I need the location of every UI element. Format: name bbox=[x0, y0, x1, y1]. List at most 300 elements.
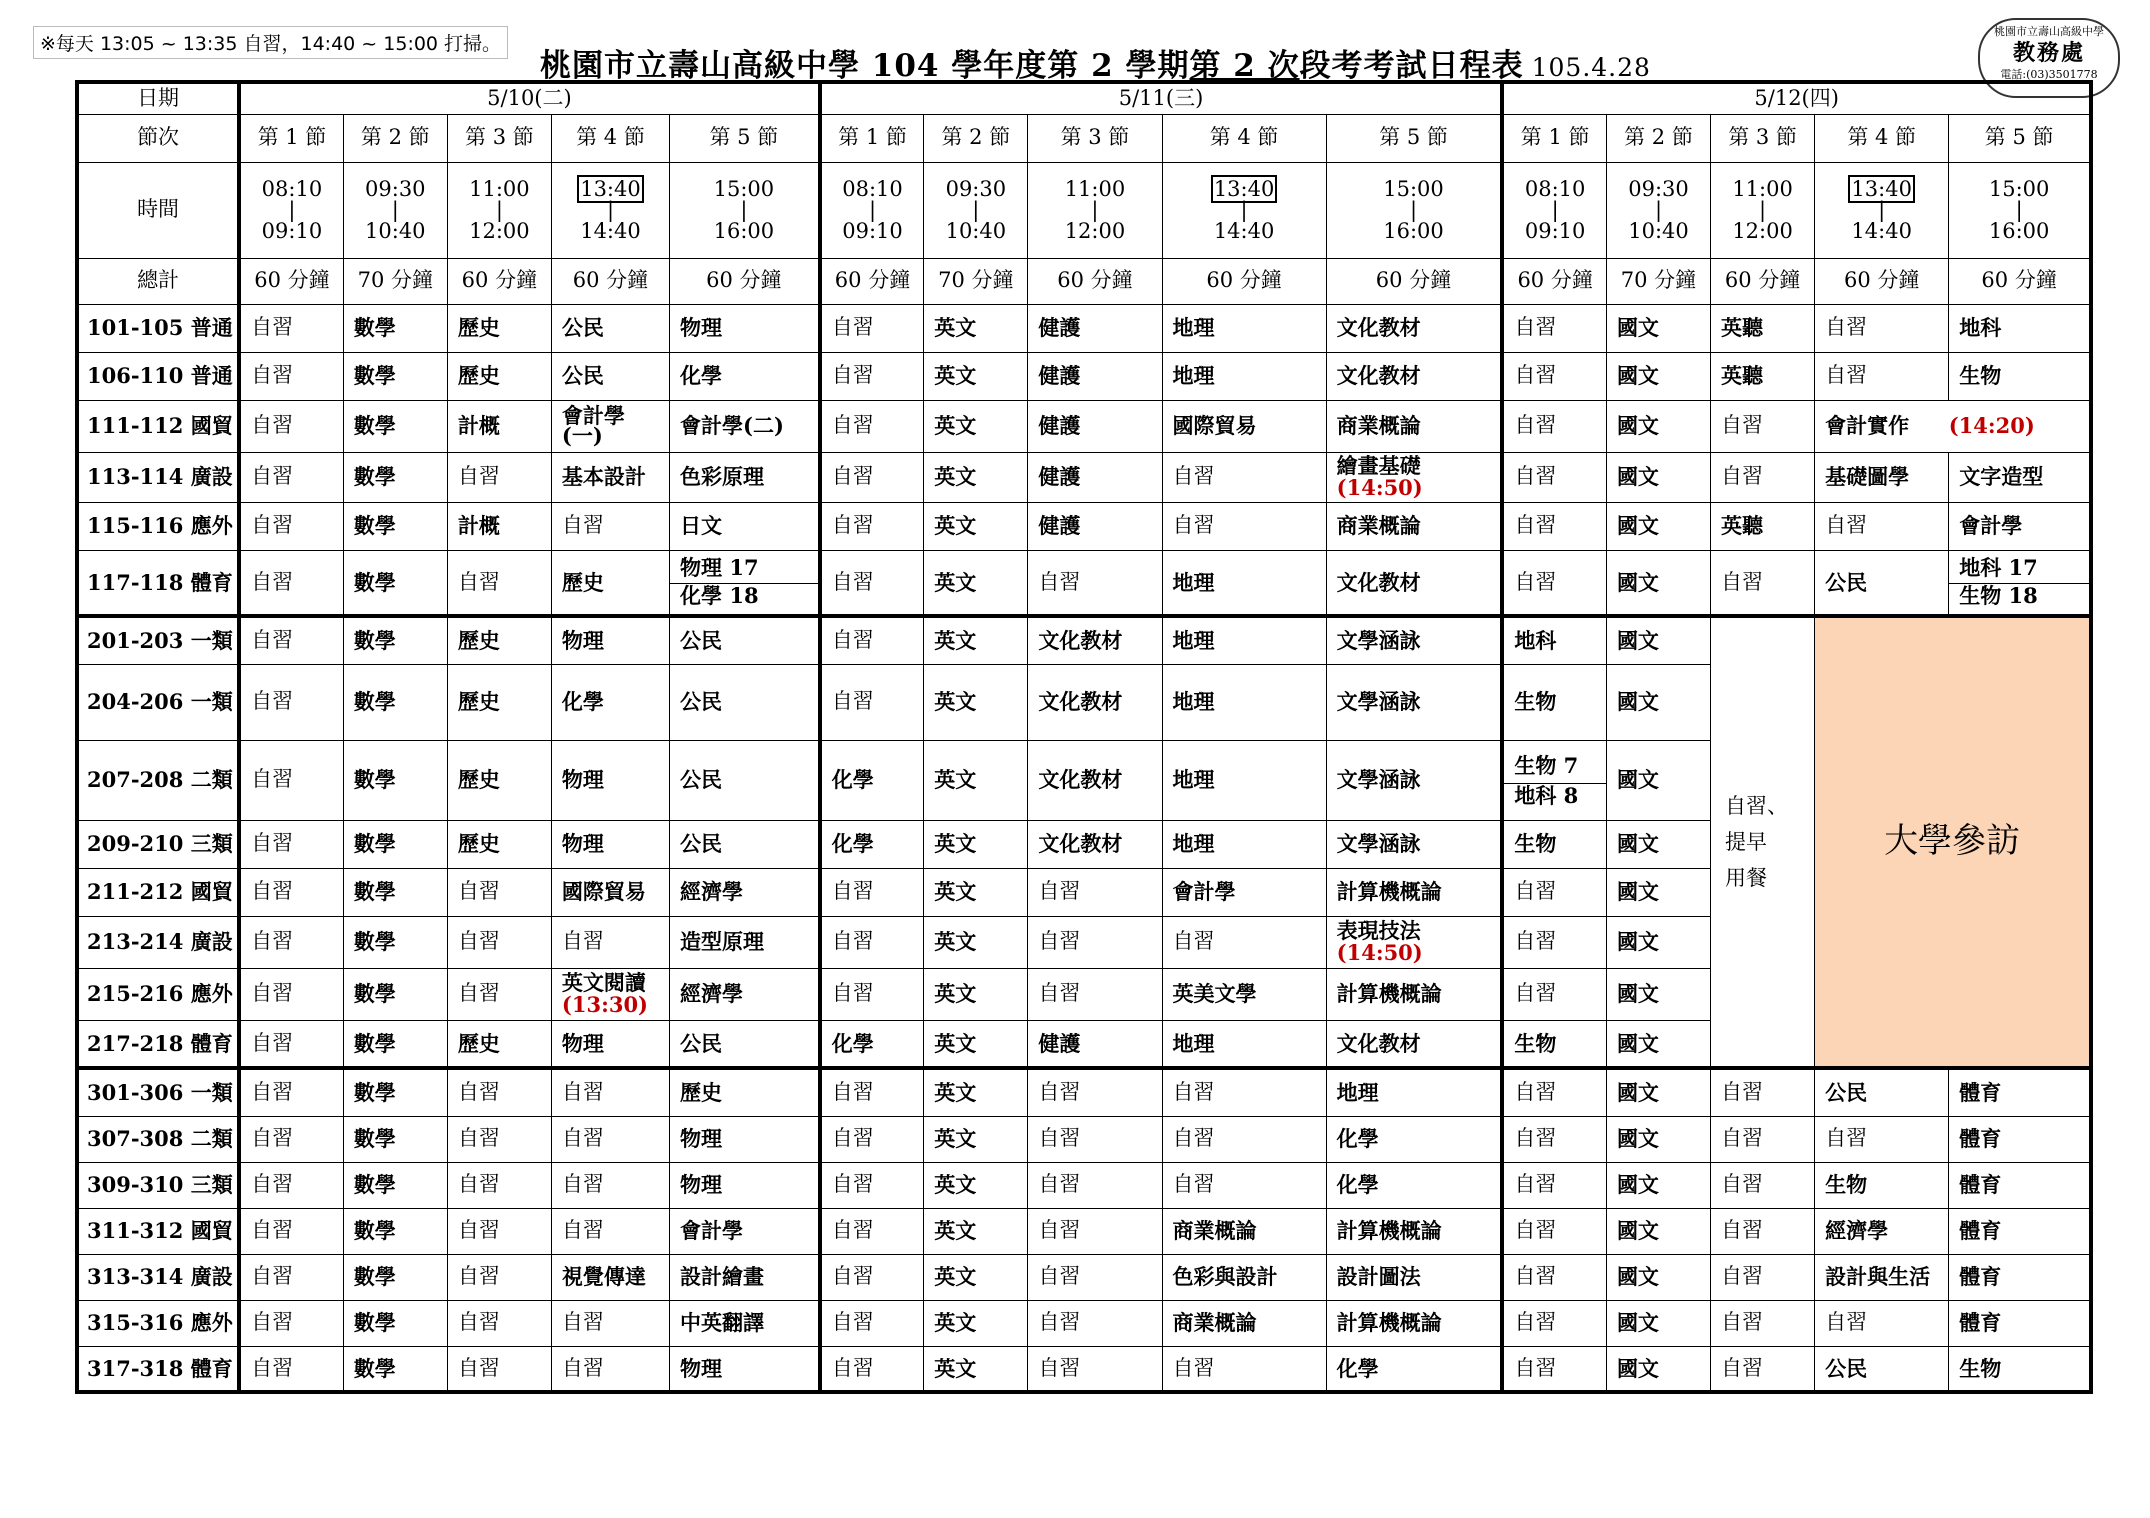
subject-text: 自習 bbox=[1172, 513, 1215, 538]
subject-cell bbox=[1949, 304, 2091, 352]
subject-cell bbox=[1162, 916, 1326, 968]
subject-cell bbox=[1949, 1254, 2091, 1300]
subject-text: 自習 bbox=[831, 1264, 874, 1289]
subject-text: 自習 bbox=[1514, 363, 1557, 388]
subject-text: 健護 bbox=[1038, 363, 1081, 389]
subject-cell bbox=[239, 1300, 343, 1346]
subject-text: 自習 bbox=[831, 1355, 874, 1380]
subject-text: 自習 bbox=[1038, 1126, 1081, 1151]
subject-cell bbox=[1028, 550, 1162, 616]
subject-cell bbox=[1326, 664, 1502, 740]
subject-cell bbox=[551, 740, 669, 820]
subject-cell bbox=[820, 740, 924, 820]
time-start-boxed: 13:40 bbox=[1211, 175, 1278, 203]
subject-text: 自習 bbox=[1721, 1172, 1764, 1197]
subject-cell bbox=[239, 550, 343, 616]
class-label: 204-206 一類 bbox=[77, 664, 239, 740]
subject-cell bbox=[1606, 1068, 1710, 1116]
subject-cell bbox=[447, 550, 551, 616]
subject-cell bbox=[1162, 868, 1326, 916]
subject-text: 自習 bbox=[561, 1080, 604, 1105]
subject-text: 自習 bbox=[561, 929, 604, 954]
time-start: 09:30 bbox=[365, 177, 426, 201]
subject-cell bbox=[924, 868, 1028, 916]
total-cell: 70 分鐘 bbox=[343, 258, 447, 304]
subject-cell bbox=[924, 1300, 1028, 1346]
time-start: 09:30 bbox=[945, 177, 1007, 201]
subject-cell bbox=[1162, 740, 1326, 820]
subject-cell bbox=[447, 664, 551, 740]
time-end: 09:10 bbox=[842, 219, 903, 243]
subject-text: 自習 bbox=[1514, 513, 1557, 538]
subject-cell bbox=[447, 868, 551, 916]
subject-text: 色彩原理 bbox=[680, 464, 765, 490]
period-header: 第 4 節 bbox=[1162, 114, 1326, 162]
subject-text: 自習 bbox=[561, 1355, 604, 1380]
subject-text: 自習 bbox=[561, 1126, 604, 1151]
subject-cell bbox=[1162, 1300, 1326, 1346]
exam-schedule-table bbox=[75, 80, 2093, 1394]
subject-text: 設計圖法 bbox=[1336, 1264, 1421, 1290]
subject-text: 中英翻譯 bbox=[680, 1310, 765, 1336]
subject-cell bbox=[1162, 968, 1326, 1020]
subject-text: 自習 bbox=[1514, 1264, 1557, 1289]
time-start: 08:10 bbox=[842, 177, 903, 201]
subject-cell bbox=[1326, 452, 1502, 502]
subject-cell bbox=[1606, 968, 1710, 1020]
subject-cell bbox=[1949, 1162, 2091, 1208]
subject-cell bbox=[1606, 820, 1710, 868]
subject-text: 公民 bbox=[680, 689, 723, 715]
subject-text: 歷史 bbox=[457, 1030, 500, 1056]
time-end: 12:00 bbox=[469, 219, 530, 243]
table-row bbox=[77, 400, 2091, 452]
subject-text: 英文 bbox=[934, 689, 977, 715]
subject-text: 數學 bbox=[353, 413, 396, 439]
subject-text: 英文 bbox=[934, 628, 977, 654]
subject-cell bbox=[1711, 304, 1815, 352]
time-cell bbox=[670, 162, 820, 258]
subject-text: 數學 bbox=[353, 689, 396, 715]
subject-cell bbox=[1815, 1162, 1949, 1208]
subject-cell bbox=[1815, 1116, 1949, 1162]
subject-cell bbox=[820, 968, 924, 1020]
subject-text: 自習 bbox=[457, 1264, 500, 1289]
subject-cell bbox=[1606, 868, 1710, 916]
subject-cell bbox=[239, 1208, 343, 1254]
subject-text: 英文 bbox=[934, 363, 977, 389]
subject-cell bbox=[1162, 1116, 1326, 1162]
subject-cell bbox=[1502, 1068, 1606, 1116]
subject-text: 自習 bbox=[457, 1355, 500, 1380]
table-row bbox=[77, 502, 2091, 550]
subject-text: 公民 bbox=[680, 831, 723, 857]
subject-text: 地理 bbox=[1172, 628, 1215, 654]
subject-text: 自習 bbox=[251, 464, 294, 489]
subject-text: 自習 bbox=[1172, 1172, 1215, 1197]
time-sep: | bbox=[740, 198, 748, 222]
subject-text: 國文 bbox=[1616, 1355, 1659, 1381]
subject-text: 物理 bbox=[561, 831, 604, 857]
subject-text: 自習 bbox=[1825, 513, 1868, 538]
subject-text: 體育 bbox=[1959, 1172, 2002, 1198]
subject-text: 設計繪畫 bbox=[680, 1264, 765, 1290]
subject-cell bbox=[1028, 502, 1162, 550]
subject-text: 自習 bbox=[251, 363, 294, 388]
subject-text: 地理 bbox=[1172, 363, 1215, 389]
total-cell: 60 分鐘 bbox=[239, 258, 343, 304]
table-row bbox=[77, 1300, 2091, 1346]
subject-text: 公民 bbox=[561, 363, 604, 389]
subject-text: 體育 bbox=[1959, 1264, 2002, 1290]
time-end: 14:40 bbox=[1851, 219, 1912, 243]
subject-cell bbox=[924, 1116, 1028, 1162]
page-title bbox=[540, 40, 1651, 85]
stamp-mid: 教務處 bbox=[2012, 40, 2085, 66]
day-header: 5/11(三) bbox=[820, 82, 1503, 114]
table-row bbox=[77, 1346, 2091, 1392]
subject-text: 自習 bbox=[1172, 464, 1215, 489]
subject-text: 數學 bbox=[353, 929, 396, 955]
subject-text: 自習 bbox=[831, 513, 874, 538]
class-label: 215-216 應外 bbox=[77, 968, 239, 1020]
subject-text: 數學 bbox=[353, 767, 396, 793]
subject-text: 公民 bbox=[1825, 1355, 1868, 1381]
early-lunch-cell bbox=[1711, 616, 1815, 1068]
subject-cell bbox=[343, 1068, 447, 1116]
subject-cell bbox=[239, 352, 343, 400]
subject-text: 地理 bbox=[1172, 315, 1215, 341]
subject-text: 自習 bbox=[251, 879, 294, 904]
subject-cell bbox=[1502, 304, 1606, 352]
subject-cell bbox=[1502, 452, 1606, 502]
subject-text: 自習 bbox=[1721, 1310, 1764, 1335]
subject-cell bbox=[1028, 1068, 1162, 1116]
subject-cell bbox=[924, 1020, 1028, 1068]
subject-cell bbox=[1815, 304, 1949, 352]
subject-cell bbox=[1028, 664, 1162, 740]
subject-text: 自習 bbox=[1721, 413, 1764, 438]
time-note: (14:50) bbox=[1336, 940, 1423, 965]
subject-text: 自習 bbox=[1825, 363, 1868, 388]
lunch-text: 用餐 bbox=[1725, 866, 1768, 890]
subject-cell bbox=[670, 400, 820, 452]
subject-text: 自習 bbox=[1514, 1080, 1557, 1105]
total-cell: 60 分鐘 bbox=[1028, 258, 1162, 304]
time-cell bbox=[1028, 162, 1162, 258]
subject-cell bbox=[1162, 1208, 1326, 1254]
subject-extra: (一) bbox=[561, 423, 603, 448]
class-label: 113-114 廣設 bbox=[77, 452, 239, 502]
subject-text: 歷史 bbox=[680, 1080, 723, 1106]
subject-cell bbox=[1162, 1020, 1326, 1068]
subject-cell bbox=[343, 400, 447, 452]
subject-cell bbox=[820, 916, 924, 968]
time-sep: | bbox=[391, 198, 399, 222]
table-row bbox=[77, 452, 2091, 502]
subject-cell bbox=[239, 1254, 343, 1300]
subject-text: 數學 bbox=[353, 1030, 396, 1056]
subject-text: 自習 bbox=[831, 1126, 874, 1151]
subject-cell bbox=[1028, 916, 1162, 968]
subject-cell bbox=[1028, 1300, 1162, 1346]
subject-text: 英文 bbox=[934, 464, 977, 490]
subject-cell bbox=[1028, 968, 1162, 1020]
subject-cell bbox=[670, 664, 820, 740]
subject-cell bbox=[670, 1346, 820, 1392]
subject-cell bbox=[1028, 616, 1162, 664]
subject-text: 數學 bbox=[353, 1080, 396, 1106]
subject-text: 自習 bbox=[1514, 464, 1557, 489]
subject-text: 英文 bbox=[934, 879, 977, 905]
subject-cell bbox=[1502, 1346, 1606, 1392]
subject-cell bbox=[1606, 550, 1710, 616]
subject-cell bbox=[670, 868, 820, 916]
subject-text: 文學涵詠 bbox=[1336, 689, 1421, 715]
subject-text: 國文 bbox=[1616, 628, 1659, 654]
subject-cell bbox=[1949, 1208, 2091, 1254]
subject-cell bbox=[447, 352, 551, 400]
time-sep: | bbox=[1551, 198, 1559, 222]
subject-split: 地科 8 bbox=[1514, 783, 1579, 809]
subject-cell bbox=[670, 452, 820, 502]
subject-cell bbox=[551, 1020, 669, 1068]
subject-text: 國文 bbox=[1616, 767, 1659, 793]
class-label: 117-118 體育 bbox=[77, 550, 239, 616]
subject-cell bbox=[1162, 400, 1326, 452]
subject-text: 生物 bbox=[1514, 689, 1557, 715]
subject-text: 日文 bbox=[680, 513, 723, 539]
subject-cell bbox=[924, 740, 1028, 820]
subject-cell bbox=[670, 1162, 820, 1208]
subject-text: 文學涵詠 bbox=[1336, 767, 1421, 793]
subject-cell bbox=[343, 740, 447, 820]
class-label: 111-112 國貿 bbox=[77, 400, 239, 452]
subject-cell bbox=[239, 740, 343, 820]
subject-text: 自習 bbox=[1514, 1355, 1557, 1380]
subject-text: 自習 bbox=[1038, 1310, 1081, 1335]
subject-cell bbox=[447, 1068, 551, 1116]
subject-cell bbox=[447, 820, 551, 868]
class-label: 317-318 體育 bbox=[77, 1346, 239, 1392]
period-header: 第 5 節 bbox=[1949, 114, 2091, 162]
subject-cell bbox=[924, 1208, 1028, 1254]
subject-text: 國文 bbox=[1616, 363, 1659, 389]
subject-text: 自習 bbox=[561, 1310, 604, 1335]
class-label: 315-316 應外 bbox=[77, 1300, 239, 1346]
subject-text: 基本設計 bbox=[561, 464, 646, 490]
subject-cell bbox=[1815, 502, 1949, 550]
subject-text: 國際貿易 bbox=[1172, 413, 1257, 439]
subject-text: 數學 bbox=[353, 628, 396, 654]
subject-text: 經濟學 bbox=[680, 879, 744, 905]
subject-text: 自習 bbox=[457, 981, 500, 1006]
subject-text: 自習 bbox=[831, 464, 874, 489]
total-cell: 60 分鐘 bbox=[551, 258, 669, 304]
stamp-top: 桃園市立壽山高級中學 bbox=[1994, 25, 2104, 38]
subject-text: 商業概論 bbox=[1172, 1310, 1257, 1336]
subject-text: 自習 bbox=[457, 929, 500, 954]
subject-text: 自習 bbox=[1172, 1126, 1215, 1151]
subject-cell bbox=[551, 1162, 669, 1208]
time-sep: | bbox=[1409, 198, 1418, 222]
subject-cell bbox=[343, 550, 447, 616]
subject-cell bbox=[239, 1162, 343, 1208]
subject-text: 自習 bbox=[831, 1080, 874, 1105]
subject-text: 數學 bbox=[353, 513, 396, 539]
subject-text: 國文 bbox=[1616, 689, 1659, 715]
subject-cell bbox=[1326, 916, 1502, 968]
time-sep: | bbox=[2015, 198, 2023, 222]
subject-text: 表現技法 bbox=[1336, 918, 1421, 943]
subject-cell bbox=[820, 452, 924, 502]
subject-cell bbox=[924, 400, 1028, 452]
period-header: 第 1 節 bbox=[1502, 114, 1606, 162]
subject-text: 物理 bbox=[561, 628, 604, 654]
subject-cell bbox=[670, 304, 820, 352]
time-label: 時間 bbox=[77, 162, 239, 258]
time-start: 15:00 bbox=[1988, 177, 2050, 201]
subject-text: 數學 bbox=[353, 1218, 396, 1244]
subject-cell bbox=[1815, 452, 1949, 502]
subject-text: 自習 bbox=[1721, 1080, 1764, 1105]
subject-cell bbox=[343, 1300, 447, 1346]
subject-cell bbox=[447, 1254, 551, 1300]
period-header: 第 2 節 bbox=[1606, 114, 1710, 162]
class-label: 301-306 一類 bbox=[77, 1068, 239, 1116]
subject-text: 國文 bbox=[1616, 879, 1659, 905]
time-note: (14:50) bbox=[1336, 475, 1423, 500]
time-sep: | bbox=[868, 198, 877, 222]
subject-cell bbox=[924, 1346, 1028, 1392]
subject-text: 文化教材 bbox=[1336, 363, 1421, 389]
subject-text: 自習 bbox=[1514, 981, 1557, 1006]
subject-cell bbox=[1606, 1254, 1710, 1300]
total-cell: 60 分鐘 bbox=[1502, 258, 1606, 304]
stamp-bottom: 電話:(03)3501778 bbox=[2000, 68, 2098, 81]
subject-text: 化學 bbox=[1336, 1172, 1379, 1198]
subject-text: 數學 bbox=[353, 363, 396, 389]
subject-text: 文學涵詠 bbox=[1336, 628, 1421, 654]
subject-text: 自習 bbox=[1514, 315, 1557, 340]
subject-cell bbox=[1502, 1208, 1606, 1254]
subject-text: 健護 bbox=[1038, 315, 1081, 341]
subject-text: 自習 bbox=[831, 363, 874, 388]
subject-cell bbox=[1326, 1116, 1502, 1162]
subject-text: 文化教材 bbox=[1038, 767, 1123, 793]
time-cell bbox=[1502, 162, 1606, 258]
subject-text: 英文 bbox=[934, 1218, 977, 1244]
subject-text: 文化教材 bbox=[1038, 831, 1123, 857]
class-label: 101-105 普通 bbox=[77, 304, 239, 352]
subject-text: 數學 bbox=[353, 464, 396, 490]
time-start: 11:00 bbox=[1732, 177, 1793, 201]
subject-text: 英文 bbox=[934, 1310, 977, 1336]
subject-cell bbox=[924, 616, 1028, 664]
subject-cell bbox=[1502, 352, 1606, 400]
subject-cell bbox=[343, 1254, 447, 1300]
subject-cell bbox=[447, 502, 551, 550]
subject-text: 自習 bbox=[251, 689, 294, 714]
class-label: 201-203 一類 bbox=[77, 616, 239, 664]
subject-cell bbox=[239, 820, 343, 868]
subject-cell bbox=[1711, 1208, 1815, 1254]
subject-cell bbox=[820, 1020, 924, 1068]
subject-text: 自習 bbox=[251, 1218, 294, 1243]
title-part1: 桃園市立壽山高級中學 104 學年度第 2 學期 bbox=[540, 48, 1190, 84]
subject-text: 國文 bbox=[1616, 513, 1659, 539]
subject-text: 自習 bbox=[1721, 1355, 1764, 1380]
subject-text: 英聽 bbox=[1721, 513, 1764, 539]
subject-text: 英文 bbox=[934, 1264, 977, 1290]
subject-cell bbox=[1711, 452, 1815, 502]
subject-cell bbox=[924, 1254, 1028, 1300]
subject-cell bbox=[447, 1116, 551, 1162]
subject-cell bbox=[670, 502, 820, 550]
subject-cell bbox=[239, 968, 343, 1020]
subject-text: 自習 bbox=[831, 628, 874, 653]
subject-text: 自習 bbox=[251, 767, 294, 792]
subject-cell bbox=[670, 1254, 820, 1300]
time-end: 14:40 bbox=[1213, 219, 1275, 243]
subject-text: 自習 bbox=[831, 569, 874, 594]
subject-text: 會計學 bbox=[1959, 513, 2023, 539]
subject-cell bbox=[1606, 916, 1710, 968]
table-row bbox=[77, 616, 2091, 664]
day-header: 5/10(二) bbox=[239, 82, 820, 114]
subject-cell bbox=[924, 452, 1028, 502]
subject-cell bbox=[1502, 740, 1606, 820]
subject-cell bbox=[1502, 1300, 1606, 1346]
subject-text: 化學 bbox=[831, 1030, 874, 1056]
subject-text: 英聽 bbox=[1721, 363, 1764, 389]
subject-cell bbox=[820, 304, 924, 352]
subject-text: 自習 bbox=[457, 1218, 500, 1243]
subject-cell bbox=[1606, 1020, 1710, 1068]
subject-cell bbox=[343, 1020, 447, 1068]
period-header: 第 2 節 bbox=[924, 114, 1028, 162]
subject-cell bbox=[820, 1208, 924, 1254]
class-label: 309-310 三類 bbox=[77, 1162, 239, 1208]
subject-text: 生物 bbox=[1959, 363, 2002, 389]
total-cell: 60 分鐘 bbox=[1949, 258, 2091, 304]
total-cell: 70 分鐘 bbox=[924, 258, 1028, 304]
subject-cell bbox=[447, 1300, 551, 1346]
subject-cell bbox=[1028, 820, 1162, 868]
subject-text: 健護 bbox=[1038, 513, 1081, 539]
subject-cell bbox=[239, 452, 343, 502]
time-sep: | bbox=[495, 198, 503, 222]
subject-text: 自習 bbox=[1721, 569, 1764, 594]
subject-text: 自習 bbox=[1721, 464, 1764, 489]
subject-text: 自習 bbox=[1038, 1355, 1081, 1380]
subject-cell bbox=[1711, 1300, 1815, 1346]
subject-cell bbox=[1815, 1300, 1949, 1346]
time-end: 09:10 bbox=[1524, 219, 1586, 243]
subject-cell bbox=[1815, 1208, 1949, 1254]
subject-text: 健護 bbox=[1038, 464, 1081, 490]
subject-cell bbox=[1162, 1254, 1326, 1300]
subject-cell bbox=[1949, 1300, 2091, 1346]
subject-cell bbox=[551, 916, 669, 968]
subject-text: 自習 bbox=[831, 689, 874, 714]
subject-text: 數學 bbox=[353, 1172, 396, 1198]
subject-cell bbox=[924, 304, 1028, 352]
subject-text: 自習 bbox=[831, 879, 874, 904]
subject-text: 商業概論 bbox=[1336, 513, 1421, 539]
class-label: 311-312 國貿 bbox=[77, 1208, 239, 1254]
subject-text: 國文 bbox=[1616, 831, 1659, 857]
